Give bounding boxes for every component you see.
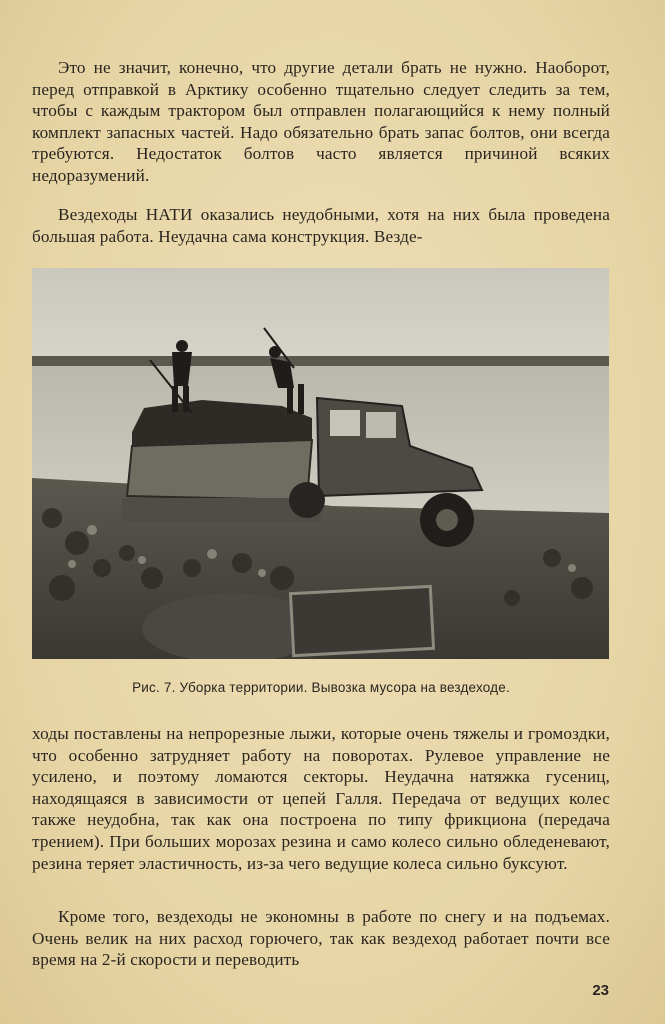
figure-caption: Рис. 7. Уборка территории. Вывозка мусора на вездеходе. [132, 680, 510, 695]
paragraph-1: Это не значит, конечно, что другие детали брать не нужно. Наоборот, перед отправкой в Арктику особенно тщательно следует следить за тем, чтобы с каждым трактором был отправлен полагающийся к нему полный комплект запасных частей. Надо обязательно брать запас болтов, они всегда требуются. Недостаток болтов часто является причиной всяких недоразумений. [32, 58, 610, 185]
page-number: 23 [592, 982, 609, 999]
paragraph-3: ходы поставлены на непрорезные лыжи, которые очень тяжелы и громоздки, что особенно затрудняет работу на поворотах. Рулевое управление не усилено, и поэтому ломаются секторы. Неудачна натяжка гусениц, находящаяся в зависимости от цепей Галля. Передача от ведущих колес также неудобна, так как она построена по типу фрикциона (передача трением). При больших морозах резина и само колесо сильно обледеневают, резина теряет эластичность, из-за чего ведущие колеса сильно буксуют. [32, 724, 610, 873]
paragraph-2: Вездеходы НАТИ оказались неудобными, хотя на них была проведена большая работа. Неудачна сама конструкция. Везде- [32, 205, 610, 246]
paragraph-4: Кроме того, вездеходы не экономны в работе по снегу и на подъемах. Очень велик на них расход горючего, так как вездеход работает почти все время на 2-й скорости и переводить [32, 907, 610, 970]
figure-photo [32, 268, 609, 659]
